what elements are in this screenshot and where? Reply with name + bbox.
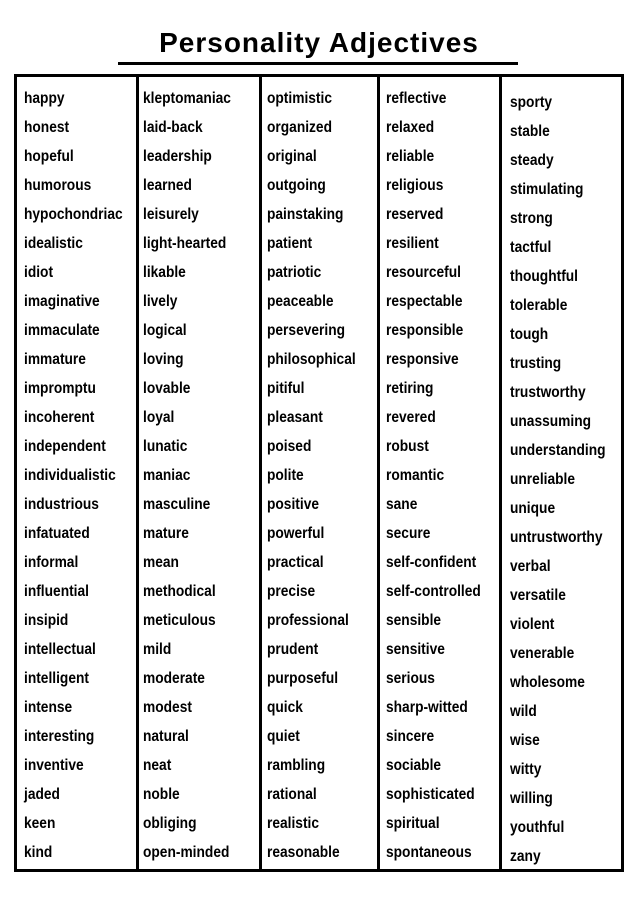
word-cell: quick bbox=[267, 699, 303, 716]
column-divider bbox=[499, 74, 502, 872]
word-cell: unassuming bbox=[510, 413, 592, 430]
column-divider bbox=[136, 74, 139, 872]
word-cell: peaceable bbox=[267, 293, 334, 310]
word-cell: relaxed bbox=[386, 119, 435, 136]
word-cell: keen bbox=[24, 815, 56, 832]
word-cell: persevering bbox=[267, 322, 346, 339]
word-cell: unreliable bbox=[510, 471, 575, 488]
word-cell: logical bbox=[143, 322, 187, 339]
word-cell: resourceful bbox=[386, 264, 461, 281]
word-cell: mean bbox=[143, 554, 179, 571]
word-cell: wild bbox=[510, 703, 537, 720]
word-cell: stimulating bbox=[510, 181, 584, 198]
word-cell: realistic bbox=[267, 815, 320, 832]
word-cell: original bbox=[267, 148, 317, 165]
word-cell: impromptu bbox=[24, 380, 96, 397]
word-cell: natural bbox=[143, 728, 189, 745]
word-cell: willing bbox=[510, 790, 553, 807]
word-cell: pitiful bbox=[267, 380, 305, 397]
word-cell: interesting bbox=[24, 728, 95, 745]
word-cell: maniac bbox=[143, 467, 191, 484]
word-cell: responsive bbox=[386, 351, 459, 368]
word-cell: sharp-witted bbox=[386, 699, 468, 716]
word-cell: spontaneous bbox=[386, 844, 472, 861]
word-cell: secure bbox=[386, 525, 431, 542]
word-cell: versatile bbox=[510, 587, 566, 604]
word-cell: precise bbox=[267, 583, 316, 600]
word-cell: serious bbox=[386, 670, 435, 687]
word-cell: rambling bbox=[267, 757, 326, 774]
word-cell: wholesome bbox=[510, 674, 585, 691]
word-cell: spiritual bbox=[386, 815, 440, 832]
word-cell: immaculate bbox=[24, 322, 100, 339]
word-cell: incoherent bbox=[24, 409, 95, 426]
word-cell: rational bbox=[267, 786, 317, 803]
word-cell: loyal bbox=[143, 409, 175, 426]
word-cell: neat bbox=[143, 757, 172, 774]
word-cell: robust bbox=[386, 438, 429, 455]
word-cell: individualistic bbox=[24, 467, 116, 484]
word-cell: reflective bbox=[386, 90, 447, 107]
word-cell: pleasant bbox=[267, 409, 323, 426]
word-cell: influential bbox=[24, 583, 89, 600]
word-cell: immature bbox=[24, 351, 86, 368]
word-cell: hopeful bbox=[24, 148, 74, 165]
word-cell: open-minded bbox=[143, 844, 230, 861]
word-cell: polite bbox=[267, 467, 304, 484]
word-cell: tolerable bbox=[510, 297, 568, 314]
word-cell: sophisticated bbox=[386, 786, 475, 803]
word-cell: hypochondriac bbox=[24, 206, 123, 223]
word-cell: self-confident bbox=[386, 554, 477, 571]
word-cell: jaded bbox=[24, 786, 60, 803]
word-cell: reserved bbox=[386, 206, 444, 223]
word-cell: understanding bbox=[510, 442, 606, 459]
word-cell: self-controlled bbox=[386, 583, 481, 600]
word-cell: loving bbox=[143, 351, 184, 368]
word-cell: purposeful bbox=[267, 670, 339, 687]
word-cell: honest bbox=[24, 119, 70, 136]
word-cell: kleptomaniac bbox=[143, 90, 231, 107]
word-cell: stable bbox=[510, 123, 550, 140]
title-underline bbox=[118, 62, 518, 65]
word-cell: revered bbox=[386, 409, 436, 426]
word-cell: patriotic bbox=[267, 264, 322, 281]
word-cell: tough bbox=[510, 326, 549, 343]
word-cell: informal bbox=[24, 554, 79, 571]
word-cell: leisurely bbox=[143, 206, 199, 223]
column-divider bbox=[377, 74, 380, 872]
word-cell: reliable bbox=[386, 148, 435, 165]
word-cell: light-hearted bbox=[143, 235, 227, 252]
word-cell: poised bbox=[267, 438, 312, 455]
word-cell: retiring bbox=[386, 380, 434, 397]
word-cell: trusting bbox=[510, 355, 562, 372]
word-cell: professional bbox=[267, 612, 349, 629]
word-cell: inventive bbox=[24, 757, 84, 774]
word-cell: mature bbox=[143, 525, 189, 542]
word-cell: sporty bbox=[510, 94, 553, 111]
word-cell: untrustworthy bbox=[510, 529, 603, 546]
word-cell: sane bbox=[386, 496, 418, 513]
word-cell: lovable bbox=[143, 380, 191, 397]
word-cell: methodical bbox=[143, 583, 216, 600]
page-title: Personality Adjectives bbox=[159, 27, 479, 58]
word-cell: lunatic bbox=[143, 438, 188, 455]
word-cell: unique bbox=[510, 500, 556, 517]
word-cell: laid-back bbox=[143, 119, 203, 136]
word-cell: intelligent bbox=[24, 670, 89, 687]
word-cell: prudent bbox=[267, 641, 319, 658]
word-cell: thoughtful bbox=[510, 268, 579, 285]
word-cell: positive bbox=[267, 496, 320, 513]
word-cell: noble bbox=[143, 786, 180, 803]
word-cell: organized bbox=[267, 119, 332, 136]
word-cell: mild bbox=[143, 641, 172, 658]
word-cell: lively bbox=[143, 293, 178, 310]
word-cell: likable bbox=[143, 264, 186, 281]
word-cell: happy bbox=[24, 90, 65, 107]
word-cell: idiot bbox=[24, 264, 54, 281]
word-cell: intellectual bbox=[24, 641, 96, 658]
word-cell: painstaking bbox=[267, 206, 344, 223]
word-cell: sensitive bbox=[386, 641, 445, 658]
word-cell: youthful bbox=[510, 819, 565, 836]
word-cell: obliging bbox=[143, 815, 197, 832]
word-cell: respectable bbox=[386, 293, 463, 310]
word-cell: practical bbox=[267, 554, 324, 571]
word-cell: sensible bbox=[386, 612, 442, 629]
word-cell: masculine bbox=[143, 496, 211, 513]
word-cell: strong bbox=[510, 210, 553, 227]
word-cell: romantic bbox=[386, 467, 445, 484]
word-cell: philosophical bbox=[267, 351, 356, 368]
word-cell: modest bbox=[143, 699, 192, 716]
word-cell: learned bbox=[143, 177, 192, 194]
word-cell: outgoing bbox=[267, 177, 326, 194]
word-cell: resilient bbox=[386, 235, 439, 252]
word-cell: sociable bbox=[386, 757, 442, 774]
word-cell: insipid bbox=[24, 612, 69, 629]
word-cell: powerful bbox=[267, 525, 325, 542]
word-cell: verbal bbox=[510, 558, 551, 575]
word-cell: patient bbox=[267, 235, 313, 252]
word-cell: idealistic bbox=[24, 235, 83, 252]
word-cell: steady bbox=[510, 152, 554, 169]
word-cell: imaginative bbox=[24, 293, 100, 310]
word-cell: zany bbox=[510, 848, 541, 865]
word-cell: independent bbox=[24, 438, 106, 455]
column-divider bbox=[259, 74, 262, 872]
word-cell: optimistic bbox=[267, 90, 332, 107]
word-cell: humorous bbox=[24, 177, 92, 194]
word-cell: kind bbox=[24, 844, 53, 861]
word-cell: witty bbox=[510, 761, 542, 778]
word-cell: quiet bbox=[267, 728, 300, 745]
word-cell: moderate bbox=[143, 670, 205, 687]
word-cell: intense bbox=[24, 699, 73, 716]
word-cell: religious bbox=[386, 177, 444, 194]
word-cell: sincere bbox=[386, 728, 435, 745]
word-cell: venerable bbox=[510, 645, 575, 662]
word-cell: wise bbox=[510, 732, 540, 749]
word-cell: trustworthy bbox=[510, 384, 586, 401]
word-cell: infatuated bbox=[24, 525, 90, 542]
word-cell: violent bbox=[510, 616, 555, 633]
word-cell: meticulous bbox=[143, 612, 216, 629]
word-cell: reasonable bbox=[267, 844, 340, 861]
word-cell: leadership bbox=[143, 148, 212, 165]
word-cell: tactful bbox=[510, 239, 552, 256]
word-cell: responsible bbox=[386, 322, 464, 339]
word-cell: industrious bbox=[24, 496, 99, 513]
